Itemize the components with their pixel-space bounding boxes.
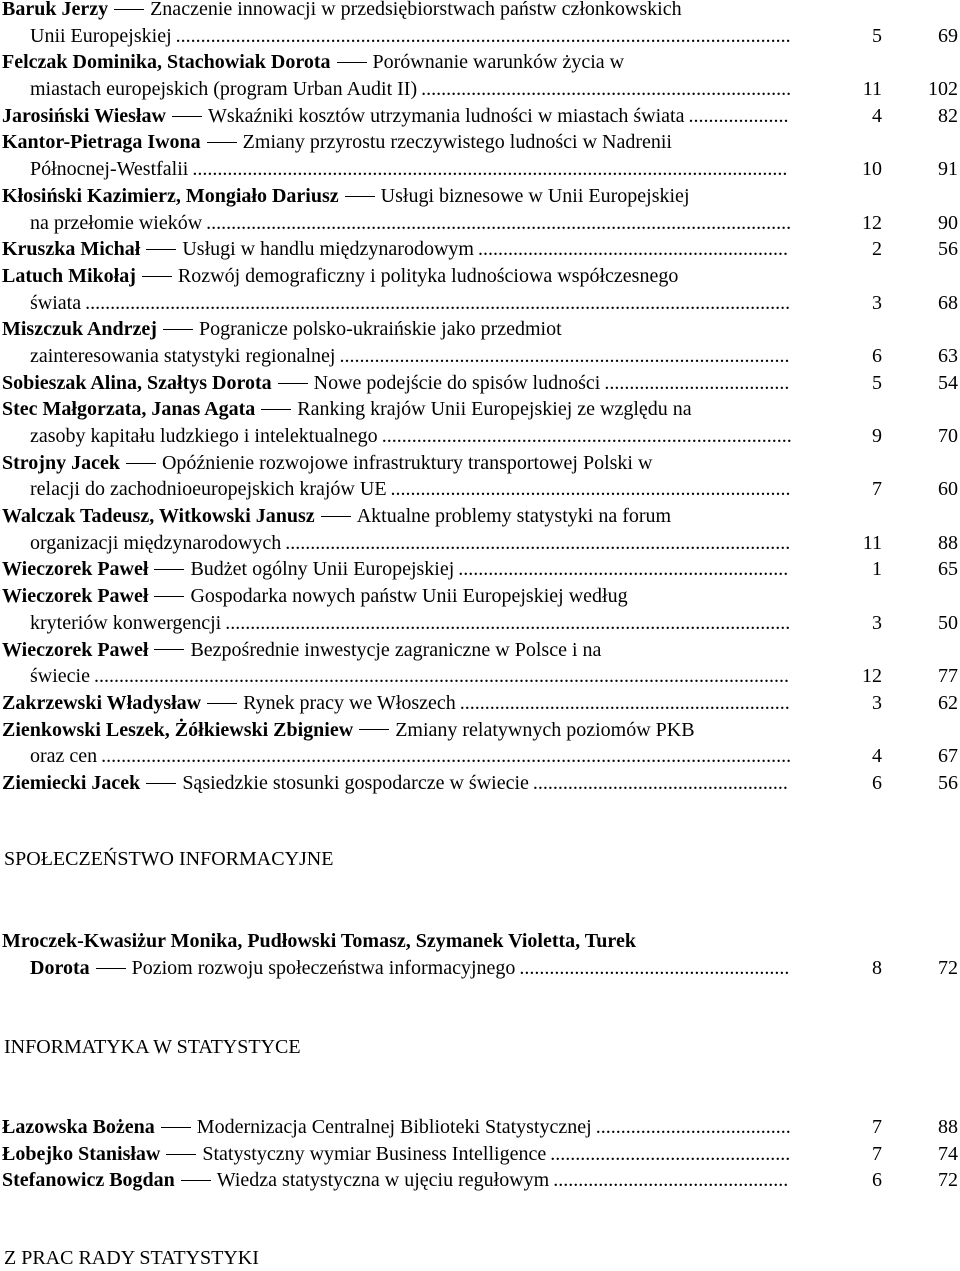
index-entry (0, 183, 960, 236)
entry-reference (780, 770, 960, 797)
entry-title: Ranking krajów Unii Europejskiej ze względu na (297, 398, 692, 421)
page-number: 91 (938, 158, 958, 181)
em-dash (154, 569, 184, 570)
entry-line (2, 210, 960, 237)
entry-line (2, 423, 960, 450)
entry-author: Baruk Jerzy (2, 0, 109, 20)
issue-number: 7 (872, 478, 882, 501)
entry-line (2, 1141, 960, 1168)
entry-line (2, 743, 960, 770)
entry-reference (780, 370, 960, 397)
entry-line (2, 637, 960, 664)
issue-number: 3 (872, 691, 882, 714)
dot-leader: ................................................ (550, 1142, 791, 1165)
dot-leader: ..................................................................................................... (285, 531, 791, 554)
dot-leader: .......................................................................................................................................... (101, 745, 792, 768)
entry-author: Latuch Mikołaj (2, 264, 136, 287)
index-entry (0, 1141, 960, 1168)
entry-line (2, 663, 960, 690)
issue-number: 7 (872, 1116, 882, 1138)
em-dash (166, 1154, 196, 1155)
entry-line (2, 49, 960, 76)
page-number: 56 (938, 238, 958, 261)
entry-reference (780, 530, 960, 557)
entry-title: Bezpośrednie inwestycje zagraniczne w Polsce i na (190, 638, 602, 661)
em-dash (154, 596, 184, 597)
entry-author: Kruszka Michał (2, 238, 141, 261)
issue-number: 10 (862, 158, 882, 181)
page-number: 88 (938, 1116, 958, 1138)
entry-title: Usługi w handlu międzynarodowym (182, 238, 474, 261)
entry-author: Zienkowski Leszek, Żółkiewski Zbigniew (2, 718, 354, 741)
entry-line (2, 76, 960, 103)
index-entry (0, 396, 960, 449)
entry-title: Poziom rozwoju społeczeństwa informacyjnego (131, 956, 516, 979)
issue-number: 4 (872, 745, 882, 768)
em-dash (261, 409, 291, 410)
em-dash (146, 783, 176, 784)
dot-leader: .......................................................................................... (339, 344, 790, 367)
page-number: 72 (938, 1169, 958, 1192)
entry-line (2, 690, 960, 717)
issue-number: 2 (872, 238, 882, 261)
index-entry (0, 556, 960, 583)
entry-title: Statystyczny wymiar Business Intelligence (202, 1142, 547, 1165)
em-dash (163, 329, 193, 330)
em-dash (126, 463, 156, 464)
em-dash (146, 249, 176, 250)
dot-leader: ..................................................................................................................... (206, 211, 792, 234)
em-dash (207, 142, 237, 143)
entry-line (2, 1167, 960, 1194)
page-number: 70 (938, 425, 958, 447)
entry-title: Unii Europejskiej (30, 24, 172, 47)
index-entry (0, 316, 960, 369)
entry-reference (780, 1141, 960, 1168)
page-number: 63 (938, 344, 958, 367)
entry-title: Zmiany przyrostu rzeczywistego ludności w Nadrenii (242, 131, 672, 154)
entry-line (2, 0, 960, 23)
entry-reference (780, 476, 960, 503)
issue-number: 1 (872, 558, 882, 581)
dot-leader: .................................................................. (459, 691, 790, 714)
entry-line (2, 370, 960, 397)
entry-title: na przełomie wieków (30, 211, 203, 234)
dot-leader: ................................................................................................................. (225, 611, 791, 634)
index-entry (0, 103, 960, 130)
dot-leader: ................................................... (532, 771, 788, 794)
entry-author: Miszczuk Andrzej (2, 318, 157, 341)
entry-line (2, 583, 960, 610)
page-number: 62 (938, 691, 958, 714)
page-number: 102 (928, 78, 958, 101)
em-dash (278, 383, 308, 384)
entry-title: Nowe podejście do spisów ludności (313, 371, 601, 394)
page-number: 69 (938, 24, 958, 47)
entry-title: Aktualne problemy statystyki na forum (356, 505, 672, 528)
entry-line (2, 129, 960, 156)
entry-author: Jarosiński Wiesław (2, 104, 166, 127)
dot-leader: .............................................................. (477, 238, 788, 261)
issue-number: 7 (872, 1142, 882, 1165)
entry-author: Felczak Dominika, Stachowiak Dorota (2, 51, 331, 74)
page-number: 56 (938, 771, 958, 794)
dot-leader: ....................................................................................................................... (192, 158, 788, 181)
entry-line (2, 23, 960, 50)
issue-number: 6 (872, 771, 882, 794)
entry-line (2, 343, 960, 370)
entry-reference (780, 743, 960, 770)
entry-line (2, 717, 960, 744)
entry-line (2, 1114, 960, 1141)
index-entry (0, 690, 960, 717)
em-dash (359, 729, 389, 730)
issue-number: 11 (862, 531, 882, 554)
entry-author: Mroczek-Kwasiżur Monika, Pudłowski Tomasz, Szymanek Violetta, Turek (2, 930, 636, 952)
entry-author: Stefanowicz Bogdan (2, 1169, 175, 1192)
entry-reference (780, 556, 960, 583)
index-entry (0, 450, 960, 503)
em-dash (96, 968, 126, 969)
entry-author: Kłosiński Kazimierz, Mongiało Dariusz (2, 184, 339, 207)
page-number: 74 (938, 1142, 958, 1165)
dot-leader: ....................................... (595, 1116, 791, 1138)
em-dash (337, 62, 367, 63)
entry-title: oraz cen (30, 745, 98, 768)
em-dash (181, 1180, 211, 1181)
entry-author: Sobieszak Alina, Szałtys Dorota (2, 371, 272, 394)
entry-reference (780, 1114, 960, 1141)
entry-line (2, 290, 960, 317)
entry-line (2, 236, 960, 263)
entry-author: Walczak Tadeusz, Witkowski Janusz (2, 505, 315, 528)
issue-number: 3 (872, 291, 882, 314)
dot-leader: .................................................................................. (381, 425, 792, 447)
index-entry (0, 717, 960, 770)
entry-reference (780, 343, 960, 370)
index-entry (0, 129, 960, 182)
dot-leader: .......................................................................... (421, 78, 792, 101)
entry-author: Łazowska Bożena (2, 1116, 155, 1138)
page-number: 60 (938, 478, 958, 501)
section-heading-statistics-council: Z PRAC RADY STATYSTYKI (4, 1247, 259, 1269)
entry-line (2, 396, 960, 423)
entry-author: Ziemiecki Jacek (2, 771, 141, 794)
entry-author: Wieczorek Paweł (2, 558, 149, 581)
entry-title: zainteresowania statystyki regionalnej (30, 344, 336, 367)
dot-leader: ..................................... (604, 371, 790, 394)
entry-title: Sąsiedzkie stosunki gospodarcze w świecie (182, 771, 529, 794)
entry-title: Wskaźniki kosztów utrzymania ludności w miastach świata (207, 104, 685, 127)
entry-line (2, 503, 960, 530)
issue-number: 11 (862, 78, 882, 101)
entry-title: kryteriów konwergencji (30, 611, 222, 634)
entry-author: Łobejko Stanisław (2, 1142, 161, 1165)
entry-reference (780, 663, 960, 690)
entry-reference (780, 236, 960, 263)
entry-author: Dorota (30, 956, 90, 979)
entry-title: Porównanie warunków życia w (372, 51, 625, 74)
entry-reference (780, 156, 960, 183)
entry-line (2, 316, 960, 343)
entry-title: relacji do zachodnioeuropejskich krajów UE (30, 478, 387, 501)
index-entry (0, 49, 960, 102)
entry-title: Znaczenie innowacji w przedsiębiorstwach państw członkowskich (150, 0, 682, 20)
entry-title: Wiedza statystyczna w ujęciu regułowym (216, 1169, 550, 1192)
entry-author: Wieczorek Paweł (2, 638, 149, 661)
entry-title: świata (30, 291, 82, 314)
entry-title: Rynek pracy we Włoszech (243, 691, 456, 714)
index-entry (0, 928, 960, 981)
em-dash (114, 9, 144, 10)
entry-line (2, 556, 960, 583)
em-dash (207, 703, 237, 704)
entry-author: Kantor-Pietraga Iwona (2, 131, 201, 154)
entry-reference (780, 76, 960, 103)
entry-title: Budżet ogólny Unii Europejskiej (190, 558, 455, 581)
issue-number: 6 (872, 1169, 882, 1192)
dot-leader: ........................................................................................................................................... (93, 665, 789, 688)
em-dash (172, 116, 202, 117)
entry-line (2, 103, 960, 130)
issue-number: 6 (872, 344, 882, 367)
entry-title: organizacji międzynarodowych (30, 531, 282, 554)
entry-author: Wieczorek Paweł (2, 585, 149, 608)
entry-title: Północnej-Westfalii (30, 158, 189, 181)
entry-author: Strojny Jacek (2, 451, 120, 474)
issue-number: 9 (872, 425, 882, 447)
em-dash (154, 649, 184, 650)
issue-number: 5 (872, 371, 882, 394)
index-entry (0, 637, 960, 690)
entry-title: Pogranicze polsko-ukraińskie jako przedmiot (198, 318, 562, 341)
entry-reference (780, 690, 960, 717)
entry-reference (780, 23, 960, 50)
entry-line (2, 450, 960, 477)
index-entry (0, 1114, 960, 1141)
entry-line (2, 955, 960, 982)
em-dash (142, 276, 172, 277)
entry-line (2, 928, 960, 955)
dot-leader: ................................................................................ (390, 478, 791, 501)
entry-author: Zakrzewski Władysław (2, 691, 202, 714)
em-dash (321, 516, 351, 517)
index-entry (0, 263, 960, 316)
entry-line (2, 183, 960, 210)
page-number: 90 (938, 211, 958, 234)
page-number: 82 (938, 104, 958, 127)
index-entry (0, 0, 960, 49)
page-number: 77 (938, 665, 958, 688)
entry-title: Opóźnienie rozwojowe infrastruktury transportowej Polski w (161, 451, 653, 474)
issue-number: 5 (872, 24, 882, 47)
em-dash (345, 196, 375, 197)
issue-number: 12 (862, 211, 882, 234)
index-entry (0, 583, 960, 636)
entry-reference (780, 610, 960, 637)
page-number: 65 (938, 558, 958, 581)
em-dash (161, 1127, 191, 1128)
issue-number: 8 (872, 956, 882, 979)
page-number: 68 (938, 291, 958, 314)
entry-title: zasoby kapitału ludzkiego i intelektualnego (30, 425, 378, 447)
page-number: 72 (938, 956, 958, 979)
entry-line (2, 530, 960, 557)
entry-title: świecie (30, 665, 90, 688)
entry-title: Gospodarka nowych państw Unii Europejskiej według (190, 585, 628, 608)
dot-leader: ........................................................................................................................... (175, 24, 791, 47)
entry-title: miastach europejskich (program Urban Audit II) (30, 78, 418, 101)
page-number: 88 (938, 531, 958, 554)
issue-number: 4 (872, 104, 882, 127)
entry-line (2, 156, 960, 183)
index-entry (0, 370, 960, 397)
entry-title: Rozwój demograficzny i polityka ludnościowa współczesnego (177, 264, 679, 287)
entry-list-it-in-statistics (0, 1114, 960, 1194)
page-number: 50 (938, 611, 958, 634)
entry-line (2, 610, 960, 637)
index-entry (0, 770, 960, 797)
entry-title: Modernizacja Centralnej Biblioteki Statystycznej (196, 1116, 592, 1138)
entry-author: Stec Małgorzata, Janas Agata (2, 398, 256, 421)
entry-reference (780, 423, 960, 450)
index-entry (0, 503, 960, 556)
issue-number: 3 (872, 611, 882, 634)
index-entry (0, 236, 960, 263)
page-number: 54 (938, 371, 958, 394)
entry-title: Usługi biznesowe w Unii Europejskiej (380, 184, 690, 207)
entry-list-information-society (0, 928, 960, 981)
entry-reference (780, 103, 960, 130)
dot-leader: ...................................................... (519, 956, 790, 979)
entry-line (2, 263, 960, 290)
section-heading-it-in-statistics: INFORMATYKA W STATYSTYCE (4, 1036, 301, 1058)
entry-reference (780, 290, 960, 317)
entry-title: Zmiany relatywnych poziomów PKB (395, 718, 695, 741)
issue-number: 12 (862, 665, 882, 688)
dot-leader: .................................................................. (458, 558, 789, 581)
page-number: 67 (938, 745, 958, 768)
index-entry (0, 1167, 960, 1194)
entry-reference (780, 1167, 960, 1194)
dot-leader: .................... (688, 104, 789, 127)
dot-leader: ............................................... (553, 1169, 789, 1192)
dot-leader: ............................................................................................................................................. (85, 291, 791, 314)
entry-reference (780, 955, 960, 982)
entry-reference (780, 210, 960, 237)
entry-line (2, 476, 960, 503)
section-heading-information-society: SPOŁECZEŃSTWO INFORMACYJNE (4, 848, 334, 870)
entry-line (2, 770, 960, 797)
